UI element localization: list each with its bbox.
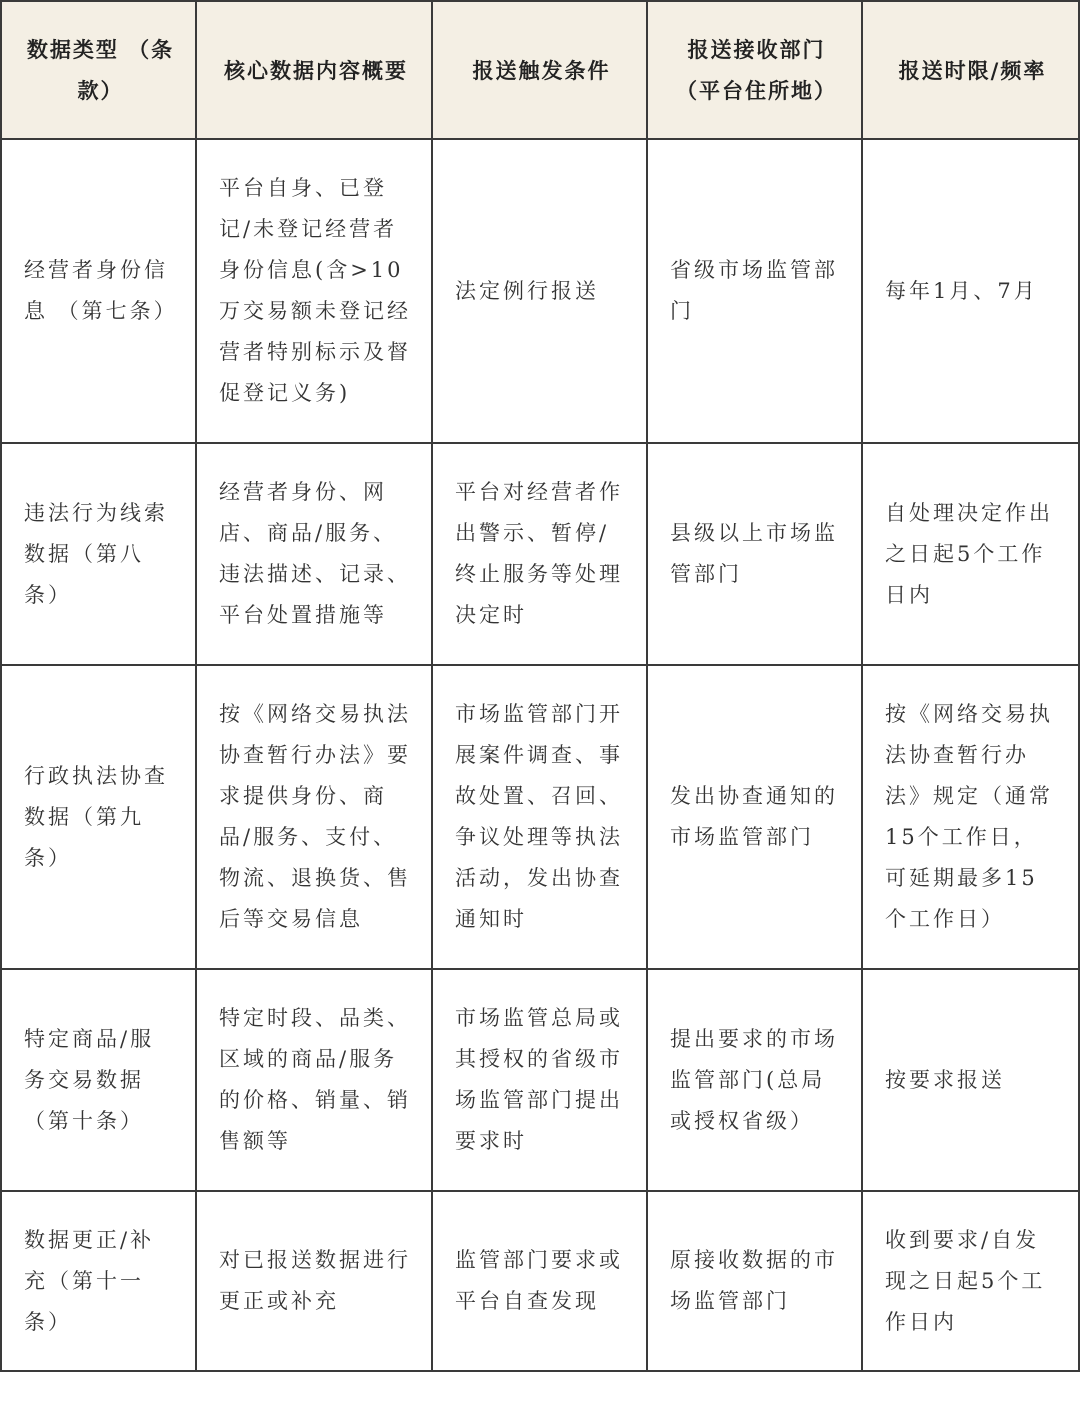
table-row xyxy=(1,969,1079,1191)
header-receiving-dept: 报送接收部门（平台住所地） xyxy=(647,1,862,139)
header-row xyxy=(1,1,1079,139)
header-data-type: 数据类型 （条款） xyxy=(1,1,196,139)
cell-receiving-dept: 提出要求的市场监管部门(总局或授权省级） xyxy=(647,969,862,1191)
cell-data-type: 特定商品/服务交易数据 （第十条） xyxy=(1,969,196,1191)
cell-deadline: 按《网络交易执法协查暂行办法》规定（通常15个工作日，可延期最多15个工作日） xyxy=(862,665,1079,969)
cell-data-type: 行政执法协查数据（第九条） xyxy=(1,665,196,969)
table-row xyxy=(1,443,1079,665)
cell-trigger: 市场监管总局或其授权的省级市场监管部门提出要求时 xyxy=(432,969,647,1191)
cell-deadline: 按要求报送 xyxy=(862,969,1079,1191)
cell-core-content: 按《网络交易执法协查暂行办法》要求提供身份、商品/服务、支付、物流、退换货、售后等交易信息 xyxy=(196,665,432,969)
header-deadline: 报送时限/频率 xyxy=(862,1,1079,139)
cell-deadline: 自处理决定作出之日起5个工作日内 xyxy=(862,443,1079,665)
table-row xyxy=(1,1191,1079,1371)
cell-deadline: 每年1月、7月 xyxy=(862,139,1079,443)
cell-receiving-dept: 发出协查通知的市场监管部门 xyxy=(647,665,862,969)
cell-data-type: 经营者身份信息 （第七条） xyxy=(1,139,196,443)
table-header xyxy=(1,1,1079,139)
header-core-content: 核心数据内容概要 xyxy=(196,1,432,139)
table-row xyxy=(1,139,1079,443)
cell-trigger: 市场监管部门开展案件调查、事故处置、召回、争议处理等执法活动，发出协查通知时 xyxy=(432,665,647,969)
cell-receiving-dept: 县级以上市场监管部门 xyxy=(647,443,862,665)
cell-deadline: 收到要求/自发现之日起5个工作日内 xyxy=(862,1191,1079,1371)
cell-core-content: 对已报送数据进行更正或补充 xyxy=(196,1191,432,1371)
cell-data-type: 违法行为线索数据（第八条） xyxy=(1,443,196,665)
header-trigger: 报送触发条件 xyxy=(432,1,647,139)
cell-trigger: 监管部门要求或平台自查发现 xyxy=(432,1191,647,1371)
table-row xyxy=(1,665,1079,969)
cell-trigger: 平台对经营者作出警示、暂停/终止服务等处理决定时 xyxy=(432,443,647,665)
cell-receiving-dept: 原接收数据的市场监管部门 xyxy=(647,1191,862,1371)
cell-core-content: 特定时段、品类、区域的商品/服务的价格、销量、销售额等 xyxy=(196,969,432,1191)
cell-trigger: 法定例行报送 xyxy=(432,139,647,443)
cell-data-type: 数据更正/补充（第十一条） xyxy=(1,1191,196,1371)
cell-core-content: 经营者身份、网店、商品/服务、违法描述、记录、平台处置措施等 xyxy=(196,443,432,665)
table-body xyxy=(1,139,1079,1371)
cell-core-content: 平台自身、已登记/未登记经营者身份信息(含>10万交易额未登记经营者特别标示及督促登记义务) xyxy=(196,139,432,443)
cell-receiving-dept: 省级市场监管部门 xyxy=(647,139,862,443)
